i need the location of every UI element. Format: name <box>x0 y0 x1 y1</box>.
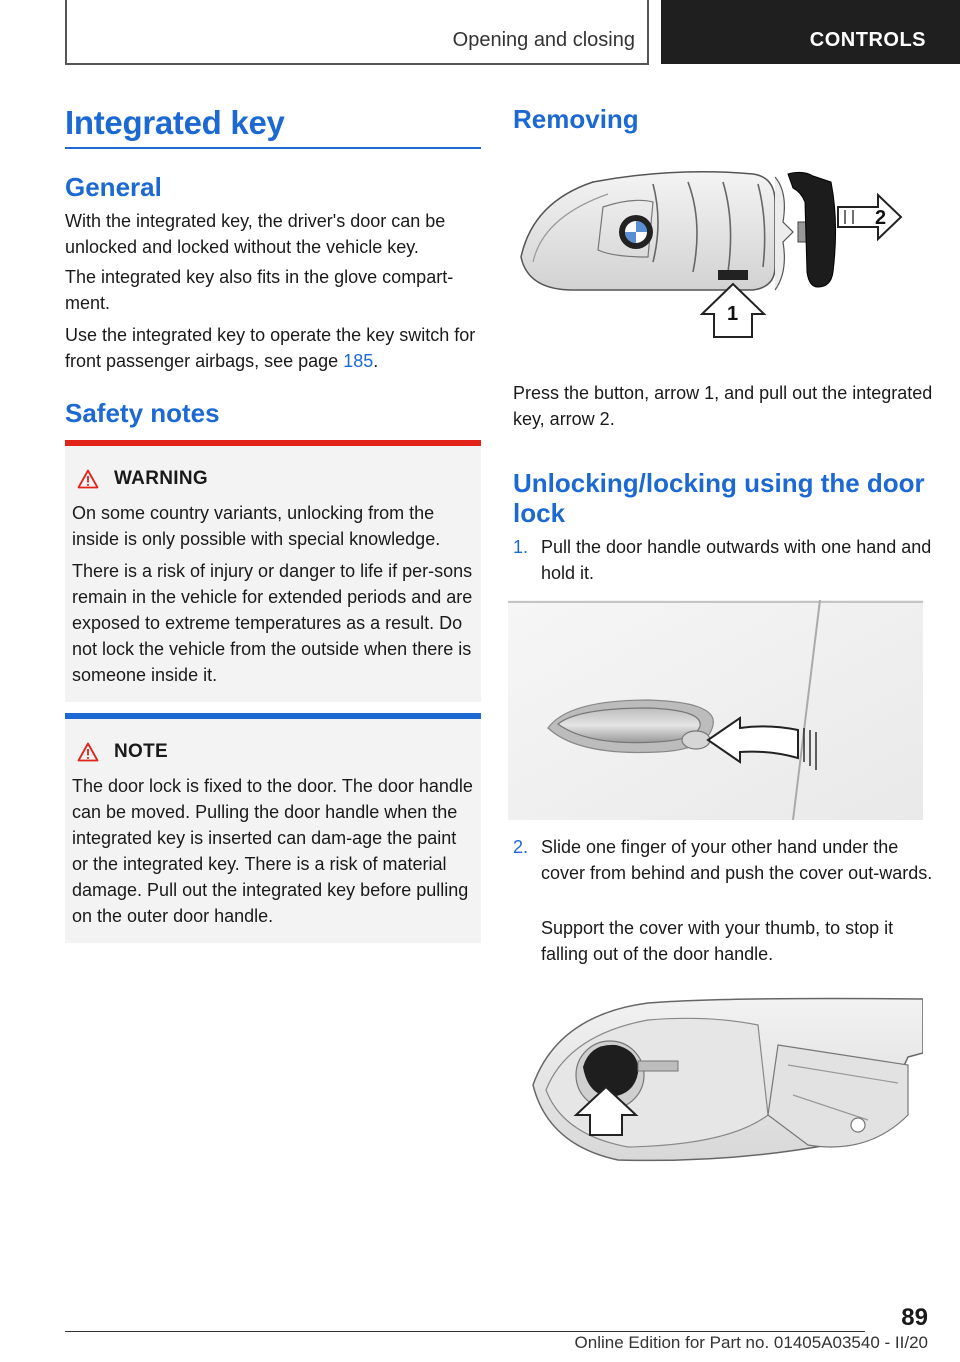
header-rule-right <box>647 0 649 64</box>
header-chapter-tab[interactable] <box>661 0 960 64</box>
warning-header <box>77 467 208 491</box>
note-bar <box>65 713 481 719</box>
lock-cover-figure <box>528 995 923 1165</box>
warning-paragraph-2: There is a risk of injury or danger to life if per-sons remain in the vehicle for extended periods and are exposed to extreme temperatures as a result. Do not lock the vehicle from the outside when there is someone inside it. <box>72 561 473 685</box>
general-paragraph-3-text: Use the integrated key to operate the key switch for front passenger airbags, see page <box>65 325 476 371</box>
caution-triangle-icon <box>77 742 99 762</box>
unlocking-heading: Unlocking/locking using the door lock <box>513 468 925 528</box>
general-paragraph-1: With the integrated key, the driver's door can be unlocked and locked without the vehicle key. <box>65 211 446 257</box>
warning-paragraph-1: On some country variants, unlocking from the inside is only possible with special knowledge. <box>72 503 441 549</box>
general-paragraph-3 <box>65 322 481 374</box>
arrow-label-1: 1 <box>727 303 739 325</box>
title-underline <box>65 147 481 149</box>
removing-heading: Removing <box>513 104 639 134</box>
header-section-title: Opening and closing <box>452 29 635 51</box>
step-1-text: Pull the door handle outwards with one hand and hold it. <box>541 537 932 583</box>
page-reference-link[interactable]: 185 <box>343 351 374 371</box>
general-paragraph-2: The integrated key also fits in the glove compart-ment. <box>65 267 454 313</box>
general-paragraph-3-end: . <box>373 351 379 371</box>
warning-bar <box>65 440 481 446</box>
note-paragraph-1: The door lock is fixed to the door. The door handle can be moved. Pulling the door handle when the integrated key is inserted can dam-age the paint or the integrated key. There is a risk of material damage. Pull out the integrated key before pulling on the outer door handle. <box>72 776 473 926</box>
step-2-number: 2. <box>513 837 529 857</box>
header-chapter-label: CONTROLS <box>809 29 926 51</box>
general-heading: General <box>65 172 162 202</box>
door-handle-figure <box>508 600 923 820</box>
footer-edition: Online Edition for Part no. 01405A03540 - II/20 <box>574 1333 928 1352</box>
key-removal-figure <box>513 162 923 352</box>
warning-triangle-icon <box>77 469 99 489</box>
step-2-text: Slide one finger of your other hand under the cover from behind and push the cover out-wards. <box>541 837 933 883</box>
step-2-extra-text: Support the cover with your thumb, to stop it falling out of the door handle. <box>541 918 894 964</box>
header-rule-left <box>65 0 67 64</box>
step-1-number: 1. <box>513 537 529 557</box>
removing-caption: Press the button, arrow 1, and pull out the integrated key, arrow 2. <box>513 383 933 429</box>
page-number: 89 <box>901 1304 928 1331</box>
header-rule-bottom <box>65 63 649 65</box>
note-header <box>77 740 168 764</box>
footer-rule <box>65 1331 865 1332</box>
note-notice <box>65 713 481 943</box>
safety-notes-heading: Safety notes <box>65 398 220 428</box>
page-title: Integrated key <box>65 104 285 141</box>
warning-title: WARNING <box>114 468 208 489</box>
note-title: NOTE <box>114 741 168 762</box>
arrow-label-2: 2 <box>875 207 887 229</box>
warning-notice <box>65 440 481 702</box>
